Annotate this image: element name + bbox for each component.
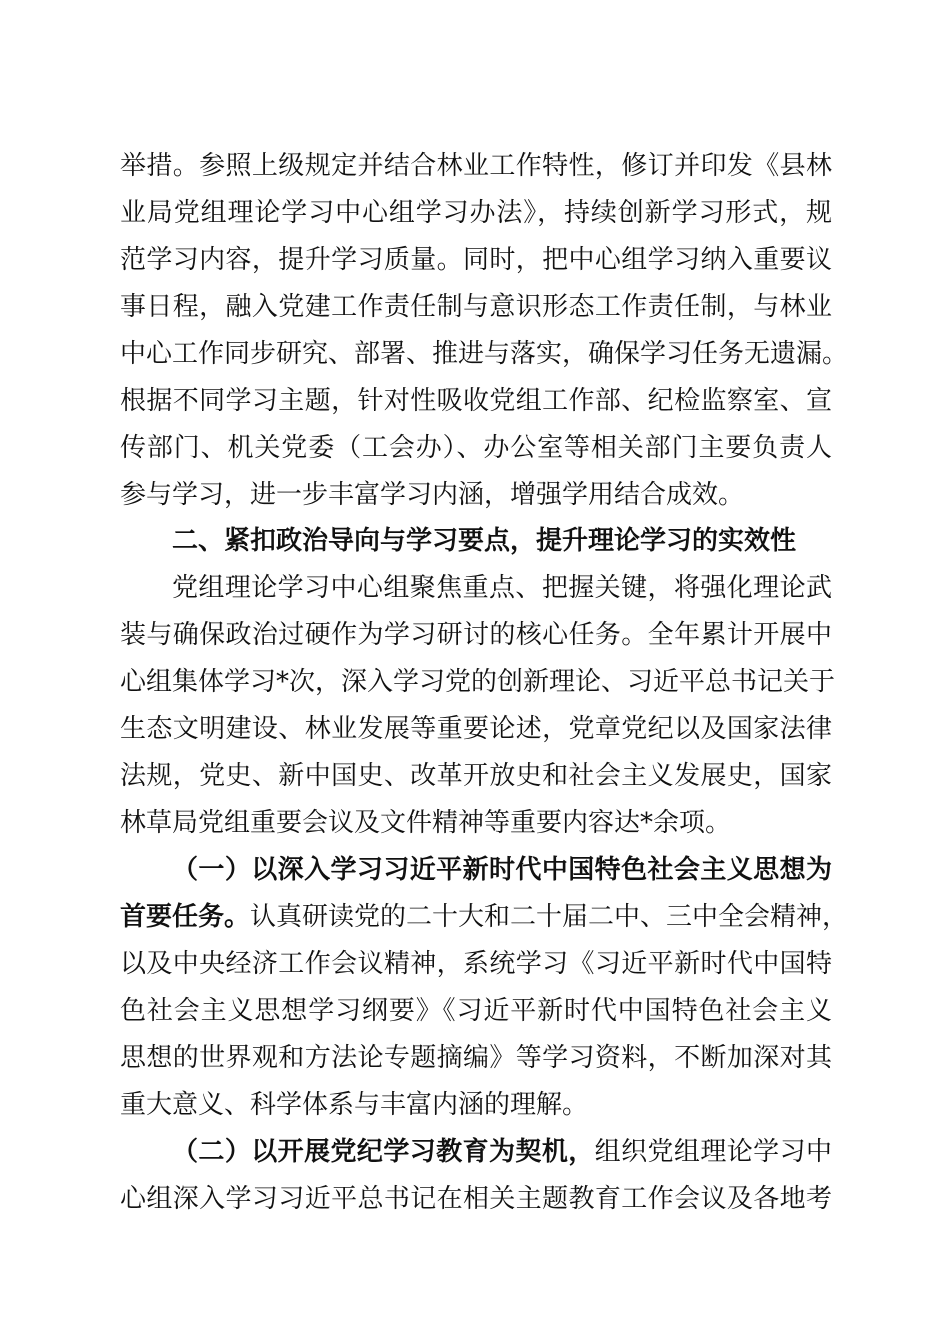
para2-line-1: 党组理论学习中心组聚焦重点、把握关键，将强化理论武 — [172, 573, 832, 603]
para2-line-5: 法规，党史、新中国史、改革开放史和社会主义发展史，国家 — [120, 761, 832, 791]
para1-line-7: 传部门、机关党委（工会办）、办公室等相关部门主要负责人 — [120, 433, 832, 463]
para3-bold-start: 首要任务。 — [120, 902, 251, 932]
para2-line-2: 装与确保政治过硬作为学习研讨的核心任务。全年累计开展中 — [120, 620, 832, 650]
para1-line-6: 根据不同学习主题，针对性吸收党组工作部、纪检监察室、宣 — [120, 386, 832, 416]
para4-bold-start: （二）以开展党纪学习教育为契机， — [172, 1137, 595, 1167]
para3-line-2-rest: 认真研读党的二十大和二十届二中、三中全会精神， — [250, 902, 849, 932]
section-heading-2: 二、紧扣政治导向与学习要点，提升理论学习的实效性 — [172, 526, 797, 556]
para3-line-2 — [120, 897, 849, 937]
para3-line-5: 思想的世界观和方法论专题摘编》等学习资料，不断加深对其 — [120, 1043, 832, 1073]
para2-line-3: 心组集体学习*次，深入学习党的创新理论、习近平总书记关于 — [120, 667, 836, 697]
para2-line-4: 生态文明建设、林业发展等重要论述，党章党纪以及国家法律 — [120, 714, 832, 744]
para1-line-4: 事日程，融入党建工作责任制与意识形态工作责任制，与林业 — [120, 292, 832, 322]
para3-line-6: 重大意义、科学体系与丰富内涵的理解。 — [120, 1090, 589, 1120]
para1-line-3: 范学习内容，提升学习质量。同时，把中心组学习纳入重要议 — [120, 245, 832, 275]
para3-line-3: 以及中央经济工作会议精神，系统学习《习近平新时代中国特 — [120, 949, 832, 979]
para1-line-2: 业局党组理论学习中心组学习办法》，持续创新学习形式，规 — [120, 198, 832, 228]
para1-line-1: 举措。参照上级规定并结合林业工作特性，修订并印发《县林 — [120, 151, 832, 181]
para3-line-1: （一）以深入学习习近平新时代中国特色社会主义思想为 — [172, 855, 832, 885]
para2-line-6: 林草局党组重要会议及文件精神等重要内容达*余项。 — [120, 808, 732, 838]
para4-line-1 — [172, 1132, 832, 1172]
para4-line-2: 心组深入学习习近平总书记在相关主题教育工作会议及各地考 — [120, 1184, 832, 1214]
para3-line-4: 色社会主义思想学习纲要》《习近平新时代中国特色社会主义 — [120, 996, 832, 1026]
para1-line-8: 参与学习，进一步丰富学习内涵，增强学用结合成效。 — [120, 480, 745, 510]
para4-line-1-rest: 组织党组理论学习中 — [594, 1137, 832, 1167]
para1-line-5: 中心工作同步研究、部署、推进与落实，确保学习任务无遗漏。 — [120, 339, 849, 369]
